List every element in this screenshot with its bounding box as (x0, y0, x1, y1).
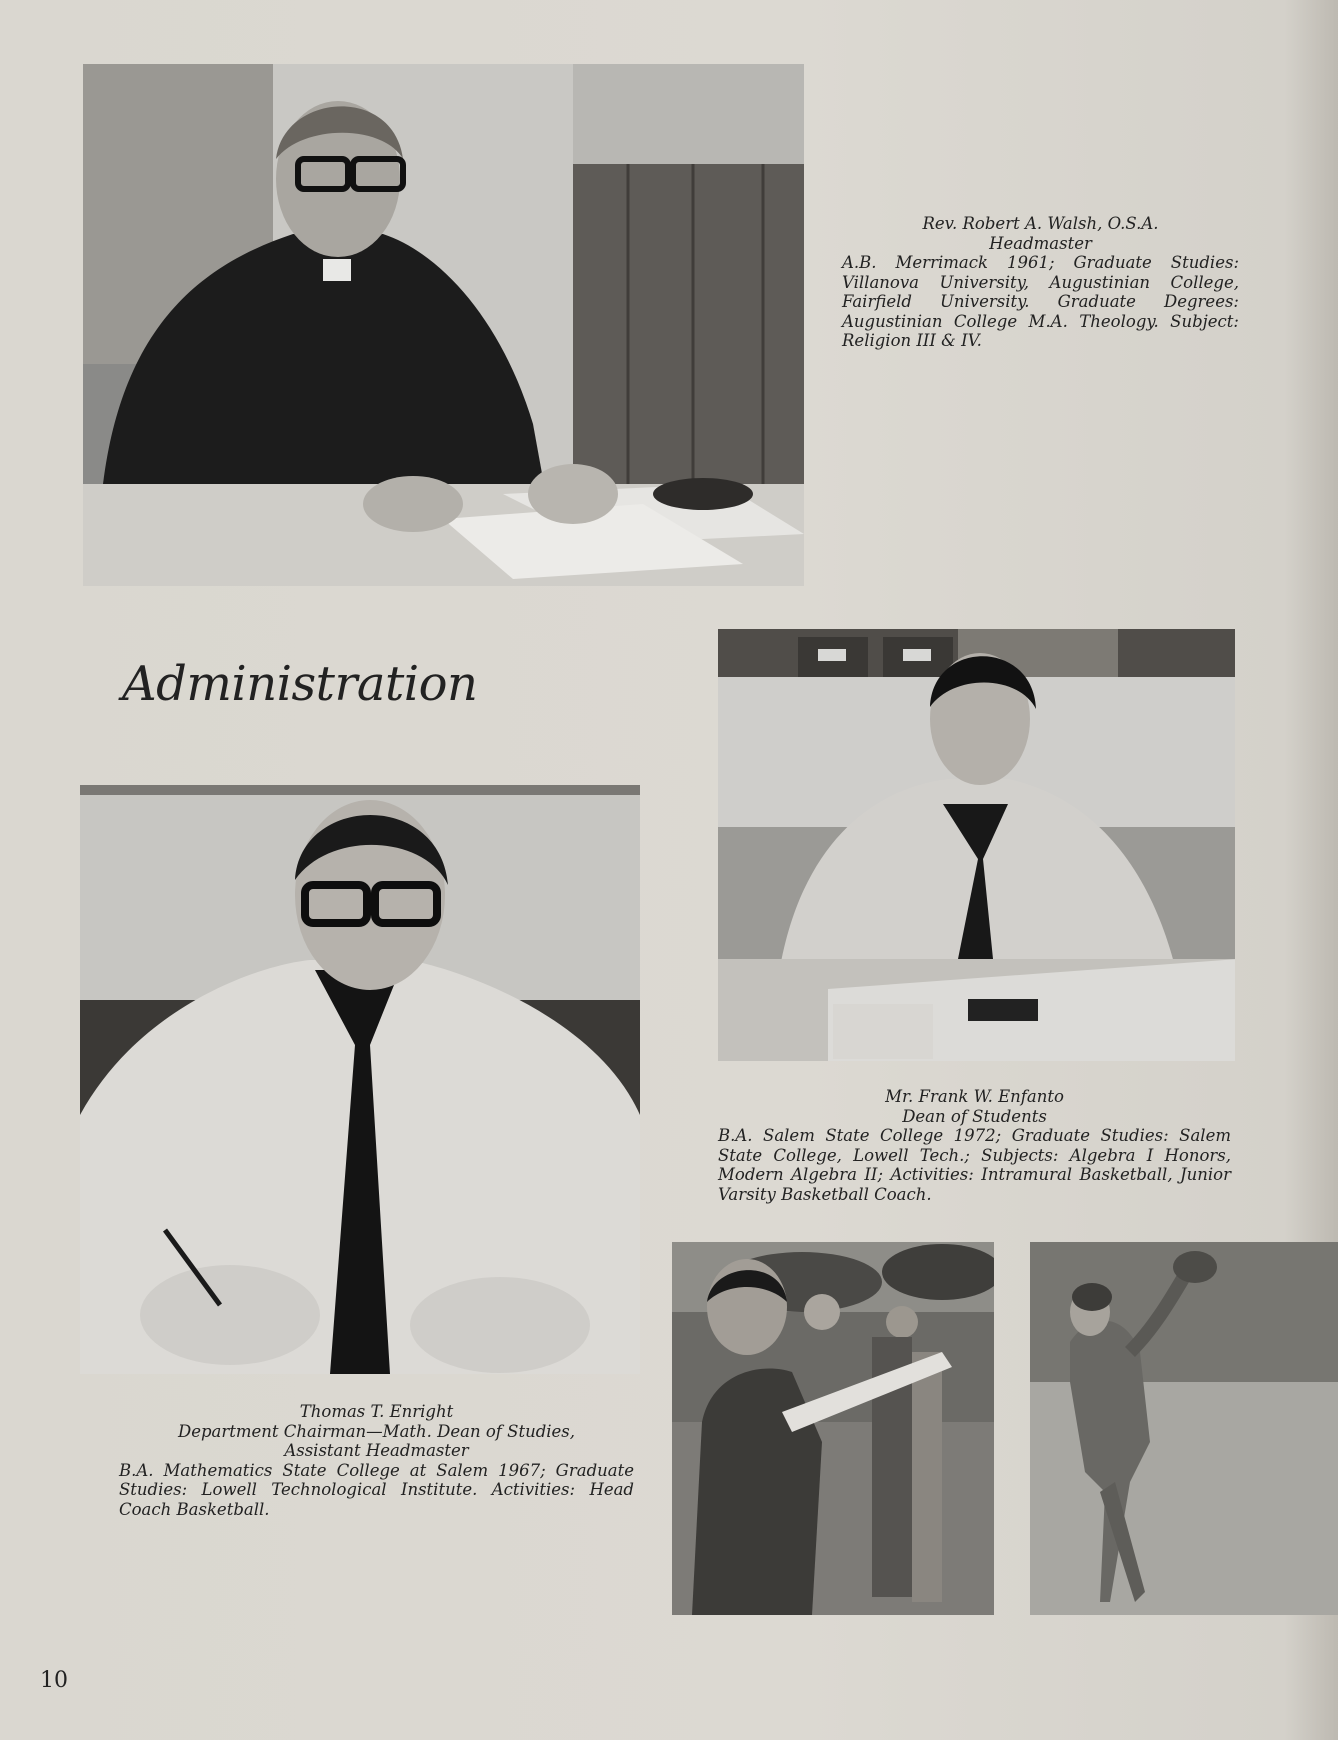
photo-golfer (1030, 1242, 1338, 1615)
photo-enright (80, 785, 640, 1374)
enfanto-name: Mr. Frank W. Enfanto (885, 1087, 1064, 1106)
caption-walsh (842, 214, 1239, 351)
photo-enfanto (718, 629, 1235, 1061)
page-number: 10 (40, 1668, 68, 1693)
enright-title-line2: Assistant Headmaster (284, 1441, 469, 1460)
enright-name: Thomas T. Enright (299, 1402, 454, 1421)
enfanto-title: Dean of Students (902, 1106, 1047, 1126)
enright-bio: B.A. Mathematics State College at Salem 1967; Graduate Studies: Lowell Technological Institute. Activities: Head Coach Basketball. (119, 1460, 634, 1519)
page-heading: Administration (122, 656, 478, 712)
caption-enright (119, 1402, 634, 1519)
photo-batter (672, 1242, 994, 1615)
walsh-title: Headmaster (989, 233, 1092, 253)
walsh-name: Rev. Robert A. Walsh, O.S.A. (922, 214, 1159, 233)
photo-walsh (83, 64, 804, 586)
enright-title-line1: Department Chairman—Math. Dean of Studies, (177, 1421, 576, 1441)
enfanto-bio: B.A. Salem State College 1972; Graduate Studies: Salem State College, Lowell Tech.; Subjects: Algebra I Honors, Modern Algebra II; Activities: Intramural Basketball, Junior Varsity Basketball Coach. (718, 1126, 1231, 1204)
walsh-bio: A.B. Merrimack 1961; Graduate Studies: Villanova University, Augustinian College, Fairfield University. Graduate Degrees: Augustinian College M.A. Theology. Subject: Religion III & IV. (842, 253, 1239, 350)
caption-enfanto (718, 1087, 1231, 1204)
